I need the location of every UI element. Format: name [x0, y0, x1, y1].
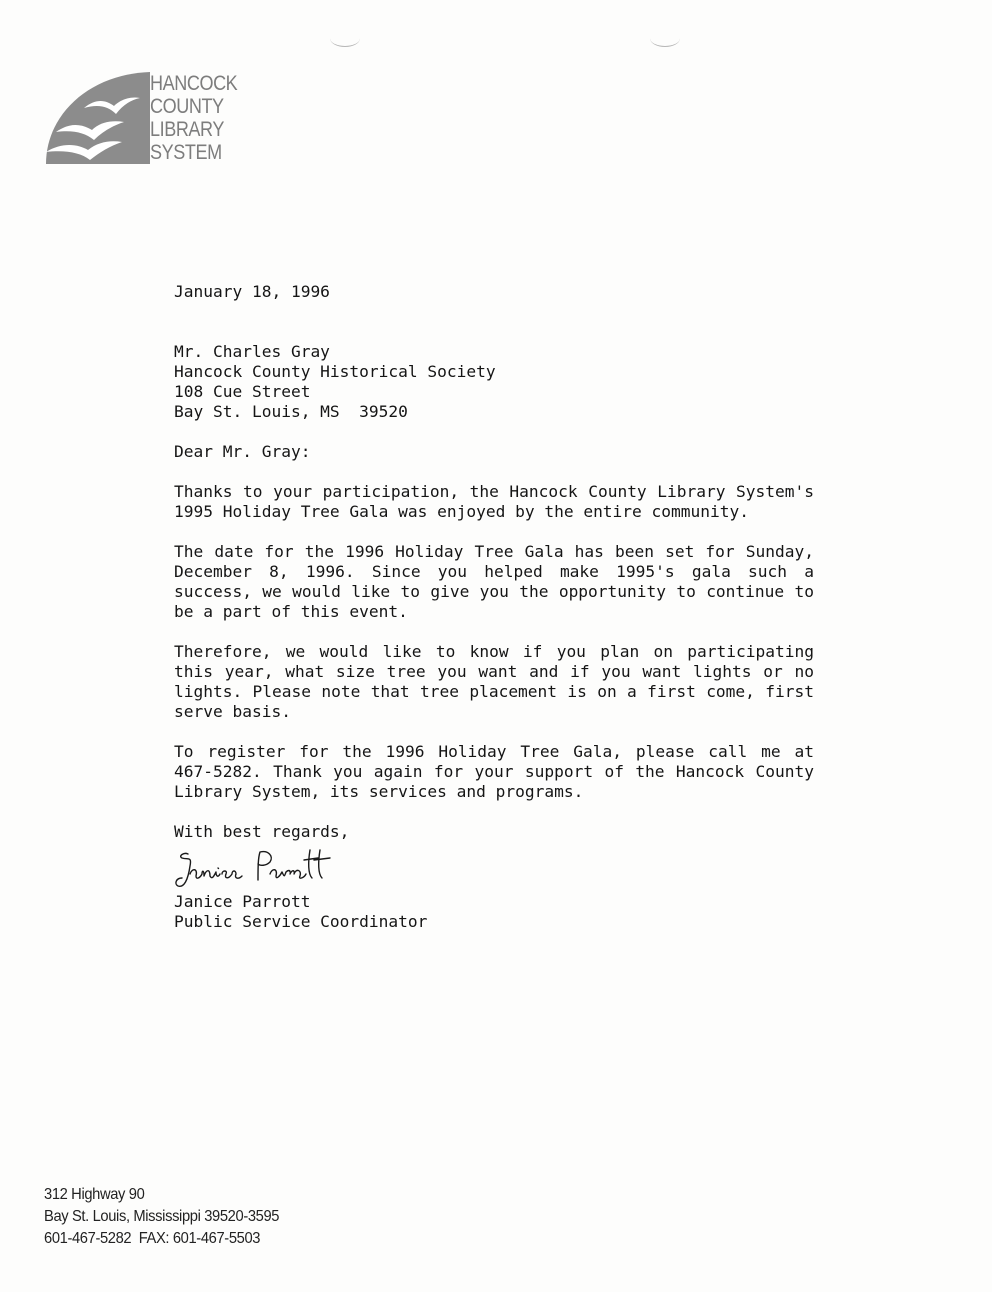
org-line: COUNTY	[150, 95, 224, 118]
recipient-line: Mr. Charles Gray	[174, 342, 330, 361]
letter-body	[174, 282, 814, 932]
footer-address-line: 312 Highway 90	[44, 1186, 145, 1203]
handwritten-signature	[174, 846, 354, 892]
footer-phone-fax: 601-467-5282 FAX: 601-467-5503	[44, 1230, 261, 1247]
body-paragraph: The date for the 1996 Holiday Tree Gala has been set for Sunday, December 8, 1996. Since you helped make 1995's gala such a success, we would like to give you the opportunity to continue to be a part of this event.	[174, 542, 814, 621]
organization-name	[150, 72, 237, 164]
signer-title: Public Service Coordinator	[174, 912, 428, 931]
recipient-line: Hancock County Historical Society	[174, 362, 496, 381]
salutation: Dear Mr. Gray:	[174, 442, 311, 461]
recipient-address	[174, 342, 814, 422]
punch-mark	[330, 30, 360, 47]
letter-date: January 18, 1996	[174, 282, 330, 301]
org-line: SYSTEM	[150, 141, 222, 164]
footer-address	[44, 1184, 279, 1250]
org-line: HANCOCK	[150, 72, 238, 95]
signer-name: Janice Parrott	[174, 892, 311, 911]
closing: With best regards,	[174, 822, 350, 841]
body-paragraph: To register for the 1996 Holiday Tree Gala, please call me at 467-5282. Thank you again for your support of the Hancock County Library System, its services and programs.	[174, 742, 814, 801]
seagulls-over-waves-logo-icon	[44, 70, 154, 166]
body-paragraph: Thanks to your participation, the Hancock County Library System's 1995 Holiday Tree Gala was enjoyed by the entire community.	[174, 482, 814, 521]
recipient-line: Bay St. Louis, MS 39520	[174, 402, 408, 421]
punch-mark	[650, 30, 680, 47]
body-paragraph: Therefore, we would like to know if you plan on participating this year, what size tree you want and if you want lights or no lights. Please note that tree placement is on a first come, first serve basis.	[174, 642, 814, 721]
org-line: LIBRARY	[150, 118, 224, 141]
footer-address-line: Bay St. Louis, Mississippi 39520-3595	[44, 1208, 280, 1225]
recipient-line: 108 Cue Street	[174, 382, 311, 401]
